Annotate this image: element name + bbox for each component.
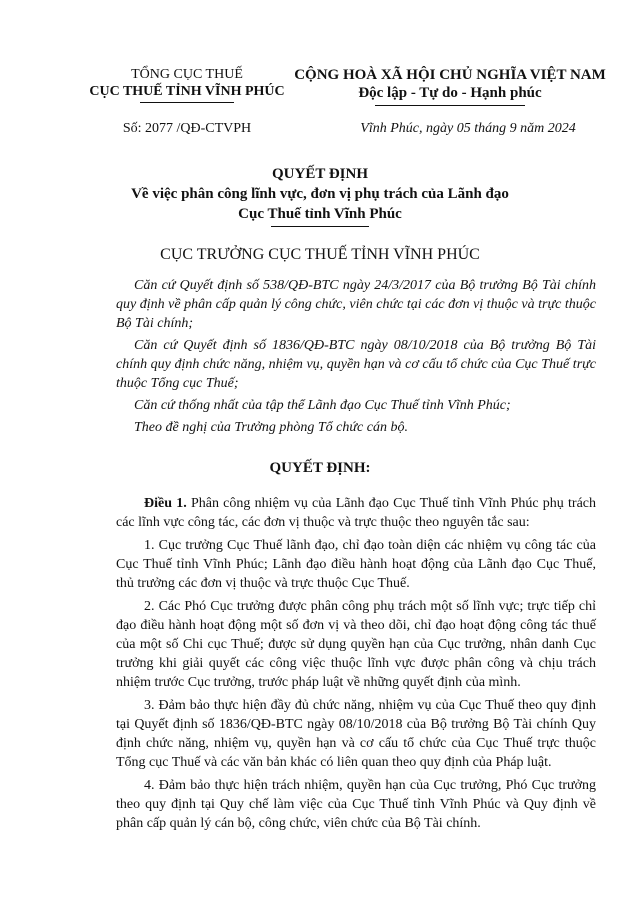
issuing-authority: CỤC TRƯỞNG CỤC THUẾ TỈNH VĨNH PHÚC	[160, 246, 480, 263]
article-1-item: 4. Đảm bảo thực hiện trách nhiệm, quyền hạn của Cục trưởng, Phó Cục trưởng theo quy định tại Quy chế làm việc của Cục Thuế tỉnh Vĩnh Phúc và Quy định về phân cấp quản lý cán bộ, công chức, viên chức của Bộ Tài chính.	[116, 778, 596, 831]
issuing-agency: CỤC THUẾ TỈNH VĨNH PHÚC	[89, 84, 285, 99]
title-underline	[271, 226, 369, 227]
legal-basis-item: Căn cứ Quyết định số 538/QĐ-BTC ngày 24/3/2017 của Bộ trưởng Bộ Tài chính quy định về phân cấp quản lý công chức, viên chức tại các đơn vị thuộc và trực thuộc Bộ Tài chính;	[116, 278, 596, 331]
legal-basis-item: Theo đề nghị của Trưởng phòng Tổ chức cán bộ.	[134, 420, 408, 435]
article-1-item: 1. Cục trưởng Cục Thuế lãnh đạo, chỉ đạo toàn diện các nhiệm vụ công tác của Cục Thuế tỉnh Vĩnh Phúc; Lãnh đạo điều hành hoạt động của Lãnh đạo Cục Thuế, thủ trưởng các đơn vị thuộc và trực thuộc Cục Thuế.	[116, 538, 596, 591]
country-name: CỘNG HOÀ XÃ HỘI CHỦ NGHĨA VIỆT NAM	[294, 67, 606, 83]
parent-agency: TỔNG CỤC THUẾ	[131, 67, 243, 82]
decision-heading: QUYẾT ĐỊNH:	[269, 460, 371, 476]
legal-basis	[116, 276, 596, 437]
document-title-block	[40, 165, 600, 227]
document-type: QUYẾT ĐỊNH	[272, 166, 368, 182]
national-header-block	[285, 66, 615, 106]
article-1-item: 2. Các Phó Cục trưởng được phân công phụ trách một số lĩnh vực; trực tiếp chỉ đạo điều hành hoạt động một số đơn vị và theo dõi, chỉ đạo hoạt động công tác thuế của một số Chi cục Thuế; được sử dụng quyền hạn của Cục trưởng, nhân danh Cục trưởng khi giải quyết các công việc thuộc lĩnh vực được phân công và chịu trách nhiệm trước Cục trưởng, trước pháp luật về những quyết định của mình.	[116, 599, 596, 690]
article-1-label: Điều 1.	[144, 496, 187, 511]
place-and-date: Vĩnh Phúc, ngày 05 tháng 9 năm 2024	[360, 121, 576, 136]
agency-underline	[140, 102, 234, 103]
legal-basis-item: Căn cứ Quyết định số 1836/QĐ-BTC ngày 08/10/2018 của Bộ trưởng Bộ Tài chính quy định chức năng, nhiệm vụ, quyền hạn và cơ cấu tổ chức của Cục Thuế trực thuộc Tổng cục Thuế;	[116, 338, 596, 391]
document-number: Số: 2077 /QĐ-CTVPH	[122, 121, 252, 136]
document-subject-line-2: Cục Thuế tỉnh Vĩnh Phúc	[238, 206, 402, 222]
legal-basis-item: Căn cứ thống nhất của tập thể Lãnh đạo Cục Thuế tỉnh Vĩnh Phúc;	[134, 398, 511, 413]
issuing-agency-block	[72, 66, 302, 103]
article-1-text: Phân công nhiệm vụ của Lãnh đạo Cục Thuế tỉnh Vĩnh Phúc phụ trách các lĩnh vực công tác, các đơn vị thuộc và trực thuộc theo nguyên tắc sau:	[116, 496, 597, 530]
article-1	[116, 494, 596, 532]
article-1-item: 3. Đảm bảo thực hiện đầy đủ chức năng, nhiệm vụ của Cục Thuế theo quy định tại Quyết định số 1836/QĐ-BTC ngày 08/10/2018 của Bộ trưởng Bộ Tài chính Quy định chức năng, nhiệm vụ, quyền hạn và cơ cấu tổ chức của Cục Thuế trực thuộc Tổng cục Thuế và các văn bản khác có liên quan theo quy định của Pháp luật.	[116, 698, 596, 770]
document-subject-line-1: Về việc phân công lĩnh vực, đơn vị phụ trách của Lãnh đạo	[131, 186, 509, 202]
national-motto: Độc lập - Tự do - Hạnh phúc	[358, 85, 542, 101]
decision-content	[116, 494, 596, 833]
motto-underline	[375, 105, 525, 106]
